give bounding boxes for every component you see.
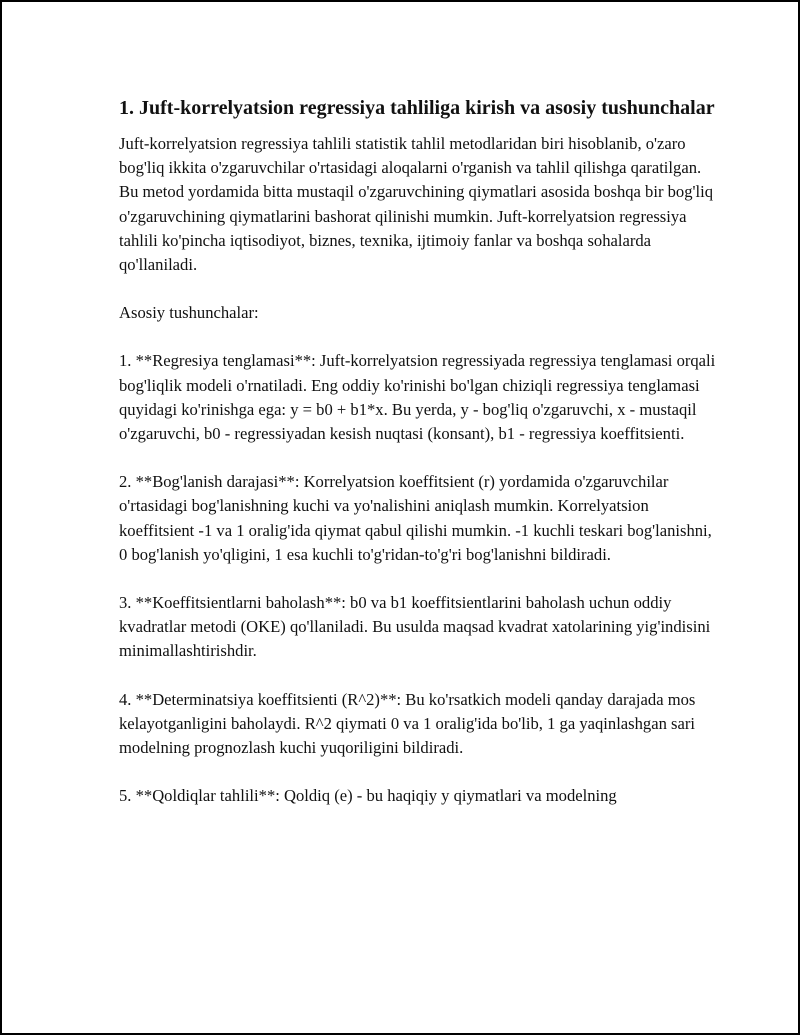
intro-paragraph: Juft-korrelyatsion regressiya tahlili statistik tahlil metodlaridan biri hisoblanib, o'zaro bog'liq ikkita o'zgaruvchilar o'rtasidagi aloqalarni o'rganish va tahlil qilishga qaratilgan. Bu metod yordamida bitta mustaqil o'zgaruvchining qiymatlari asosida boshqa bir bog'liq o'zgaruvchining qiymatlarini bashorat qilinishi mumkin. Juft-korrelyatsion regressiya tahlili ko'pincha iqtisodiyot, biznes, texnika, ijtimoiy fanlar va boshqa sohalarda qo'llaniladi. xyxy=(119,134,714,275)
subheading-paragraph: Asosiy tushunchalar: xyxy=(119,303,259,323)
item-regression-equation: 1. **Regresiya tenglamasi**: Juft-korrelyatsion regressiyada regressiya tenglamasi orqali bog'liqlik modeli o'rnatiladi. Eng oddiy ko'rinishi bo'lgan chiziqli regressiya tenglamasi quyidagi ko'rinishga ega: y = b0 + b1*x. Bu yerda, y - bog'liq o'zgaruvchi, x - mustaqil o'zgaruvchi, b0 - regressiyadan kesish nuqtasi (konsant), b1 - regressiya koeffitsienti. xyxy=(119,351,716,444)
item-coefficient-estimation: 3. **Koeffitsientlarni baholash**: b0 va b1 koeffitsientlarini baholash uchun oddiy kvadratlar metodi (OKE) qo'llaniladi. Bu usulda maqsad kvadrat xatolarining yig'indisini minimallashtirishdir. xyxy=(119,593,711,661)
item-correlation-degree: 2. **Bog'lanish darajasi**: Korrelyatsion koeffitsient (r) yordamida o'zgaruvchilar o'rtasidagi bog'lanishning kuchi va yo'nalishini aniqlash mumkin. Korrelyatsion koeffitsient -1 va 1 oralig'ida qiymat qabul qilishi mumkin. -1 kuchli teskari bog'lanishni, 0 bog'lanish yo'qligini, 1 esa kuchli to'g'ridan-to'g'ri bog'lanishni bildiradi. xyxy=(119,472,712,564)
item-residual-analysis: 5. **Qoldiqlar tahlili**: Qoldiq (e) - bu haqiqiy y qiymatlari va modelning xyxy=(119,786,617,806)
section-title: 1. Juft-korrelyatsion regressiya tahliliga kirish va asosiy tushunchalar xyxy=(119,97,715,119)
item-determination-coefficient: 4. **Determinatsiya koeffitsienti (R^2)**: Bu ko'rsatkich modeli qanday darajada mos kelayotganligini baholaydi. R^2 qiymati 0 va 1 oralig'ida bo'lib, 1 ga yaqinlashgan sari modelning prognozlash kuchi yuqoriligini bildiradi. xyxy=(119,689,696,758)
